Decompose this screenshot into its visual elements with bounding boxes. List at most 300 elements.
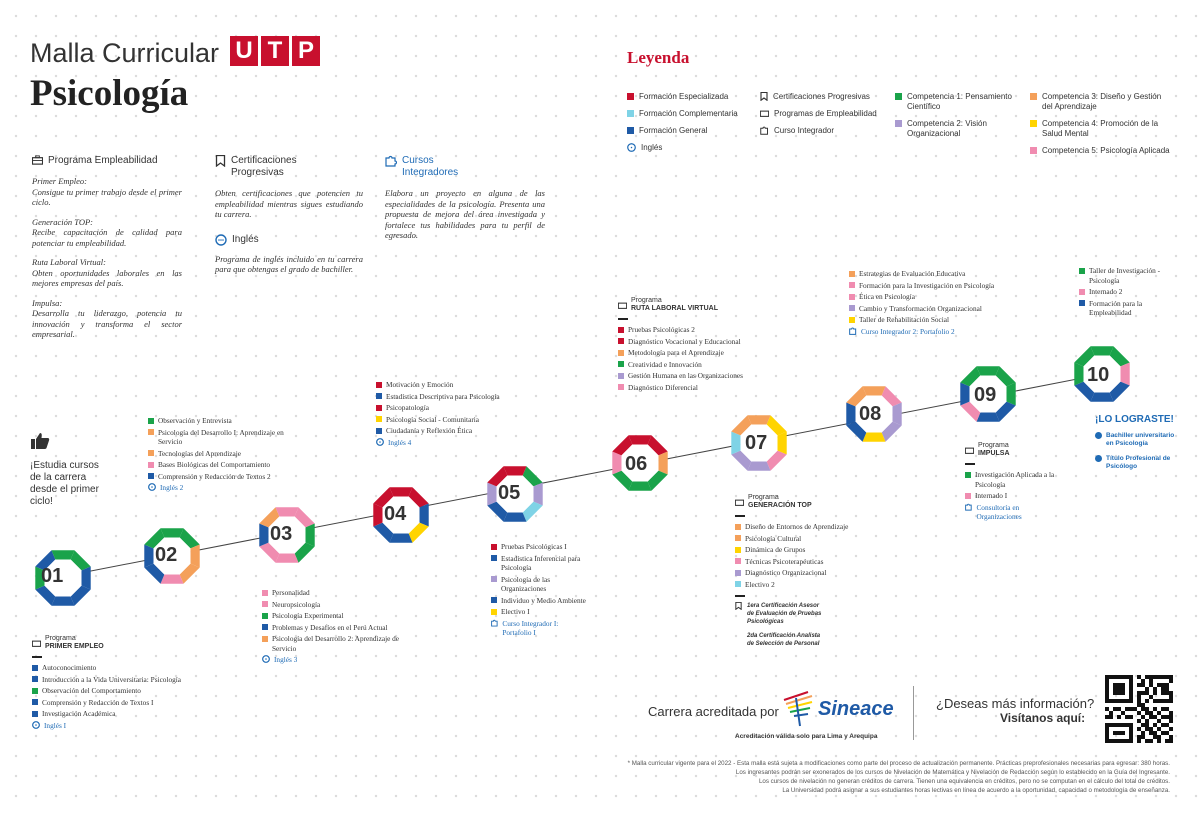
course-item <box>32 686 222 696</box>
course-name: Psicología del Desarrollo I: Aprendizaje en Servicio <box>158 427 284 446</box>
program-label: Programa <box>631 297 662 304</box>
course-name: Ciudadanía y Reflexión Ética <box>386 426 473 435</box>
qr-module <box>1145 711 1149 715</box>
qr-module <box>1105 735 1109 739</box>
divider <box>965 463 975 465</box>
degree-icon <box>1095 432 1102 439</box>
degree-icon <box>1095 455 1102 462</box>
course-item <box>376 438 546 448</box>
item-heading: Primer Empleo: <box>32 176 88 186</box>
course-color-mark <box>965 472 971 478</box>
course-color-mark <box>1079 300 1085 306</box>
course-color-mark <box>849 271 855 277</box>
qr-module <box>1105 695 1109 699</box>
qr-module <box>1129 707 1133 711</box>
cycle-number: 03 <box>270 523 293 545</box>
qr-module <box>1129 679 1133 683</box>
course-list <box>965 470 1060 522</box>
qr-module <box>1169 719 1173 723</box>
course-name: Estrategias de Evaluación Educativa <box>859 269 966 278</box>
course-name: Gestión Humana en las Organizaciones <box>628 371 743 380</box>
legend-label: Programas de Empleabilidad <box>774 109 877 118</box>
course-item <box>148 472 308 482</box>
qr-module <box>1145 719 1149 723</box>
cycle-ring-segment <box>658 452 667 475</box>
item-text: Consigue tu primer trabajo desde el primer ciclo. <box>32 186 182 207</box>
legend-label: Formación Complementaria <box>639 109 738 118</box>
course-name: Inglés I <box>44 720 67 730</box>
course-item <box>32 663 222 673</box>
course-name: Diagnóstico Organizacional <box>745 568 827 577</box>
qr-module <box>1113 707 1117 711</box>
course-color-mark <box>735 535 741 541</box>
qr-module <box>1169 679 1173 683</box>
course-name: Observación y Entrevista <box>158 416 232 425</box>
cycle-ring-segment <box>161 528 184 537</box>
course-name: Internado 2 <box>1089 287 1123 296</box>
cycle-number: 01 <box>41 565 64 587</box>
qr-module <box>1117 683 1121 687</box>
course-color-mark <box>262 601 268 607</box>
course-name: Psicología Cultural <box>745 533 802 543</box>
course-item <box>376 392 546 402</box>
cycle-ring-segment <box>612 452 621 475</box>
integradores-text: Elabora un proyecto en alguna de las especialidades de la psicología. Presenta una propuesta de mejora del área investigada y fortalece tus habilidades para tu perfil de egresado. <box>385 188 545 240</box>
course-item <box>849 315 1014 325</box>
cycle-ring-segment <box>276 553 299 562</box>
qr-module <box>1149 683 1153 687</box>
course-item <box>32 675 222 685</box>
qr-module <box>1125 699 1129 703</box>
item-heading: Impulsa: <box>32 297 63 308</box>
qr-code[interactable] <box>1105 675 1173 743</box>
cycle-02-courses <box>148 416 308 495</box>
course-color-mark <box>148 450 154 456</box>
course-item <box>618 360 778 370</box>
course-color-mark <box>735 570 741 576</box>
qr-module <box>1113 683 1117 687</box>
cycle-ring-segment <box>390 487 413 496</box>
course-color-mark <box>849 294 855 300</box>
qr-module <box>1157 675 1161 679</box>
cycle-03-courses <box>262 588 412 667</box>
course-item <box>376 380 546 390</box>
course-item <box>491 542 586 552</box>
qr-module <box>1169 691 1173 695</box>
qr-module <box>1133 707 1137 711</box>
cycle-ring-segment <box>276 507 299 516</box>
course-list <box>32 663 222 730</box>
cycle-ring-segment <box>487 483 496 506</box>
qr-module <box>1157 699 1161 703</box>
legend-title: Leyenda <box>627 48 690 67</box>
course-item <box>618 371 778 381</box>
qr-module <box>1121 675 1125 679</box>
qr-module <box>1165 691 1169 695</box>
qr-module <box>1157 727 1161 731</box>
qr-module <box>1161 687 1165 691</box>
course-item <box>32 709 222 719</box>
legend-label: Formación Especializada <box>639 92 729 101</box>
cycle-ring-segment <box>533 483 542 506</box>
qr-module <box>1145 739 1149 743</box>
course-color-mark <box>1079 289 1085 295</box>
course-color-mark <box>491 597 497 603</box>
qr-module <box>1141 731 1145 735</box>
course-color-mark <box>32 711 38 717</box>
course-item <box>491 619 586 638</box>
course-color-mark <box>965 493 971 499</box>
cycle-ring-segment <box>144 545 153 568</box>
course-name: Psicopatología <box>386 403 429 412</box>
qr-module <box>1137 691 1141 695</box>
course-item <box>148 416 308 426</box>
item-text: Desarrolla tu liderazgo, potencia tu innovación y transforma el sector empresarial. <box>32 308 182 339</box>
course-color-mark <box>32 676 38 682</box>
qr-module <box>1117 707 1121 711</box>
course-item <box>491 596 586 606</box>
qr-module <box>1161 731 1165 735</box>
course-item <box>491 575 586 594</box>
qr-module <box>1125 707 1129 711</box>
qr-module <box>1105 699 1109 703</box>
puzzle-icon <box>965 503 972 511</box>
qr-module <box>1125 675 1129 679</box>
qr-module <box>1165 739 1169 743</box>
briefcase-icon <box>735 498 744 506</box>
legend-label: Curso Integrador <box>774 126 835 135</box>
course-color-mark <box>148 429 154 435</box>
qr-module <box>1169 727 1173 731</box>
course-item <box>849 269 1014 279</box>
course-color-mark <box>376 428 382 434</box>
course-item <box>735 522 875 532</box>
qr-module <box>1137 735 1141 739</box>
qr-module <box>1165 675 1169 679</box>
course-name: Consultoría en Organizaciones <box>976 502 1022 521</box>
qr-module <box>1165 731 1169 735</box>
chat-icon <box>262 655 270 663</box>
cycle-08-courses <box>849 269 1014 338</box>
qr-module <box>1145 687 1149 691</box>
qr-module <box>1141 735 1145 739</box>
course-name: Diagnóstico Vocacional y Educacional <box>628 336 741 346</box>
qr-module <box>1105 707 1109 711</box>
course-item <box>618 325 778 335</box>
qr-module <box>1141 683 1145 687</box>
course-list <box>262 588 412 665</box>
course-name: Motivación y Emoción <box>386 380 454 389</box>
qr-module <box>1113 739 1117 743</box>
qr-module <box>1157 711 1161 715</box>
course-item <box>262 634 412 653</box>
course-name: Formación para la Empleabilidad <box>1089 298 1143 317</box>
qr-module <box>1161 675 1165 679</box>
qr-module <box>1121 731 1125 735</box>
qr-module <box>1129 687 1133 691</box>
qr-module <box>1113 723 1117 727</box>
qr-module <box>1153 715 1157 719</box>
course-name: Investigación Académica <box>42 709 116 718</box>
chat-icon <box>32 721 40 729</box>
course-item <box>32 698 222 708</box>
course-color-mark <box>148 418 154 424</box>
legend-label: Competencia 4: Promoción de la Salud Mental <box>1042 119 1159 138</box>
qr-module <box>1157 683 1161 687</box>
qr-module <box>1121 683 1125 687</box>
item-heading: Generación TOP: <box>32 216 93 227</box>
course-item <box>148 460 308 470</box>
course-list <box>1079 266 1174 318</box>
qr-module <box>1153 691 1157 695</box>
cycle-ring-segment <box>892 403 901 426</box>
course-name: Inglés 3 <box>274 655 298 664</box>
qr-module <box>1129 683 1133 687</box>
qr-module <box>1129 731 1133 735</box>
divider <box>735 515 745 517</box>
course-name: Tecnologías del Aprendizaje <box>158 448 241 458</box>
qr-module <box>1149 739 1153 743</box>
cycle-ring-segment <box>863 432 886 441</box>
course-item <box>735 557 875 567</box>
course-name: Creatividad e Innovación <box>628 359 702 369</box>
qr-module <box>1169 715 1173 719</box>
qr-module <box>1141 723 1145 727</box>
course-color-mark <box>849 305 855 311</box>
course-name: Electivo 2 <box>745 579 775 589</box>
course-item <box>1079 299 1174 318</box>
qr-module <box>1161 715 1165 719</box>
course-color-mark <box>735 524 741 530</box>
qr-module <box>1113 687 1117 691</box>
course-item <box>491 554 586 573</box>
qr-module <box>1129 695 1133 699</box>
course-list <box>618 325 778 392</box>
qr-module <box>1161 691 1165 695</box>
course-color-mark <box>618 327 624 333</box>
divider <box>618 318 628 320</box>
course-color-mark <box>262 590 268 596</box>
course-color-mark <box>735 558 741 564</box>
cycle-ring-segment <box>1074 363 1083 386</box>
cycle-ring-segment <box>52 596 75 605</box>
course-item <box>32 721 222 731</box>
course-name: Diagnóstico Diferencial <box>628 382 698 392</box>
course-name: Diseño de Entornos de Aprendizaje <box>745 522 849 531</box>
qr-module <box>1165 699 1169 703</box>
course-name: Comprensión y Redacción de Textos 2 <box>158 471 271 481</box>
qr-module <box>1149 731 1153 735</box>
program-label: Programa <box>978 442 1009 449</box>
qr-module <box>1141 707 1145 711</box>
course-item <box>148 449 308 459</box>
qr-module <box>1137 727 1141 731</box>
course-item <box>262 588 412 598</box>
briefcase-icon <box>618 301 627 309</box>
cycle-01-courses <box>32 635 222 732</box>
course-color-mark <box>735 547 741 553</box>
qr-module <box>1149 679 1153 683</box>
degrees <box>1095 432 1175 471</box>
course-color-mark <box>849 317 855 323</box>
qr-module <box>1153 675 1157 679</box>
course-name: Introducción a la Vida Universitaria: Psicología <box>42 674 182 684</box>
cycle-ring-segment <box>960 383 969 406</box>
qr-module <box>1105 683 1109 687</box>
degree-label: Título Profesional de Psicólogo <box>1106 455 1171 470</box>
qr-module <box>1145 699 1149 703</box>
course-color-mark <box>376 416 382 422</box>
course-list <box>735 522 875 589</box>
qr-module <box>1149 715 1153 719</box>
course-item <box>965 491 1060 501</box>
certificaciones-text: Obten certificaciones que potencien tu empleabilidad mientras sigues estudiando tu carrera. <box>215 188 363 219</box>
qr-module <box>1129 739 1133 743</box>
cycle-ring-segment <box>977 412 1000 421</box>
qr-module <box>1129 699 1133 703</box>
cycle-05-courses <box>491 542 586 640</box>
program-name: IMPULSA <box>978 450 1010 457</box>
course-color-mark <box>148 462 154 468</box>
qr-module <box>1105 723 1109 727</box>
course-color-mark <box>491 576 497 582</box>
cycle-ring-segment <box>373 504 382 527</box>
course-color-mark <box>618 384 624 390</box>
course-item <box>735 534 875 544</box>
course-color-mark <box>618 361 624 367</box>
qr-module <box>1141 715 1145 719</box>
course-item <box>376 426 546 436</box>
qr-module <box>1169 675 1173 679</box>
legend-label: Inglés <box>641 143 663 152</box>
qr-module <box>1117 699 1121 703</box>
qr-module <box>1169 739 1173 743</box>
course-item <box>735 545 875 555</box>
cycle-ring-segment <box>846 403 855 426</box>
degree-label: Bachiller universitario en Psicología <box>1106 432 1175 447</box>
course-item <box>376 415 546 425</box>
course-item <box>618 383 778 393</box>
qr-module <box>1117 739 1121 743</box>
footer-line: La Universidad podrá asignar a sus estudiantes horas lectivas en línea de acuerdo a la oportunidad, capacidad o metodología de enseñanza. <box>782 787 1170 794</box>
course-color-mark <box>491 544 497 550</box>
qr-module <box>1105 675 1109 679</box>
qr-module <box>1105 715 1109 719</box>
qr-module <box>1113 691 1117 695</box>
course-item <box>262 600 412 610</box>
course-name: Individuo y Medio Ambiente <box>501 595 586 605</box>
briefcase-icon <box>965 446 974 454</box>
legend-label: Formación General <box>639 126 708 135</box>
cycle-number: 09 <box>974 384 997 406</box>
cycle-04-courses <box>376 380 546 449</box>
qr-module <box>1109 675 1113 679</box>
qr-module <box>1125 715 1129 719</box>
item-text: Recibe capacitación de calidad para potenciar tu empleabilidad. <box>32 227 182 248</box>
qr-module <box>1121 691 1125 695</box>
qr-module <box>1117 687 1121 691</box>
course-item <box>735 580 875 590</box>
course-color-mark <box>849 282 855 288</box>
qr-module <box>1169 695 1173 699</box>
accreditation-note: Acreditación válida solo para Lima y Arequipa <box>735 733 878 740</box>
course-name: Curso Integrador 2: Portafolio 2 <box>861 326 955 336</box>
qr-code-icon <box>1105 675 1173 743</box>
program-label: Programa <box>45 635 76 642</box>
course-item <box>262 623 412 633</box>
course-item <box>262 611 412 621</box>
footer-notes <box>540 759 1170 795</box>
qr-module <box>1137 675 1141 679</box>
course-name: Problemas y Desafíos en el Perú Actual <box>272 622 388 632</box>
course-color-mark <box>262 636 268 642</box>
course-item <box>1079 266 1174 285</box>
ingles-title: Inglés <box>232 233 259 245</box>
cycle-ring-segment <box>731 432 740 455</box>
legend-label: Competencia 1: Pensamiento Científico <box>907 92 1012 111</box>
qr-module <box>1109 739 1113 743</box>
course-name: Internado I <box>975 491 1008 500</box>
footer-line: Los ingresantes podrán ser exonerados de los cursos de Nivelación de Matemática y Nivelación de Redacción según lo establecido en la Guía del Ingresante. <box>735 769 1170 776</box>
title-career: Psicología <box>30 73 189 114</box>
course-list <box>376 380 546 447</box>
legend-label: Competencia 5: Psicología Aplicada <box>1042 146 1170 155</box>
course-color-mark <box>618 373 624 379</box>
qr-module <box>1169 699 1173 703</box>
qr-module <box>1169 735 1173 739</box>
chat-icon <box>148 483 156 491</box>
qr-module <box>1137 703 1141 707</box>
qr-module <box>1149 711 1153 715</box>
qr-module <box>1105 691 1109 695</box>
course-name: Curso Integrador I: Portafolio I <box>502 618 559 637</box>
cycle-ring-segment <box>863 386 886 395</box>
qr-module <box>1105 727 1109 731</box>
course-name: Ética en Psicología <box>859 292 915 301</box>
course-color-mark <box>262 624 268 630</box>
qr-module <box>1157 719 1161 723</box>
cycle-ring-segment <box>81 567 90 590</box>
motivation-text: ¡Estudia cursos de la carrera desde el primer ciclo! <box>30 460 99 507</box>
course-name: Taller de Investigación - Psicología <box>1089 266 1161 285</box>
program-name: GENERACIÓN TOP <box>748 502 812 509</box>
qr-module <box>1165 683 1169 687</box>
integradores-title: Cursos Integradores <box>402 155 459 178</box>
qr-module <box>1125 723 1129 727</box>
info-question: ¿Deseas más información? <box>936 696 1095 711</box>
course-name: Inglés 4 <box>388 437 412 447</box>
item-heading: Ruta Laboral Virtual: <box>32 257 106 267</box>
qr-module <box>1105 687 1109 691</box>
cycle-ring-segment <box>629 435 652 444</box>
footer-line: * Malla curricular vigente para el 2022 - Esta malla está sujeta a modificaciones como parte del proceso de actualización permanente. Prácticas preprofesionales necesarias para egresar: 380 horas. <box>627 760 1170 767</box>
qr-module <box>1141 691 1145 695</box>
certificaciones-title: Certificaciones Progresivas <box>231 155 297 178</box>
qr-module <box>1117 731 1121 735</box>
course-item <box>849 304 1014 314</box>
qr-module <box>1109 723 1113 727</box>
cycle-ring-segment <box>305 524 314 547</box>
course-name: Investigación Aplicada a la Psicología <box>975 470 1055 489</box>
course-name: Personalidad <box>272 588 310 597</box>
course-name: Autoconocimiento <box>42 663 97 672</box>
qr-module <box>1117 675 1121 679</box>
course-item <box>849 281 1014 291</box>
qr-module <box>1169 711 1173 715</box>
course-item <box>376 403 546 413</box>
course-item <box>618 337 778 347</box>
qr-module <box>1129 715 1133 719</box>
